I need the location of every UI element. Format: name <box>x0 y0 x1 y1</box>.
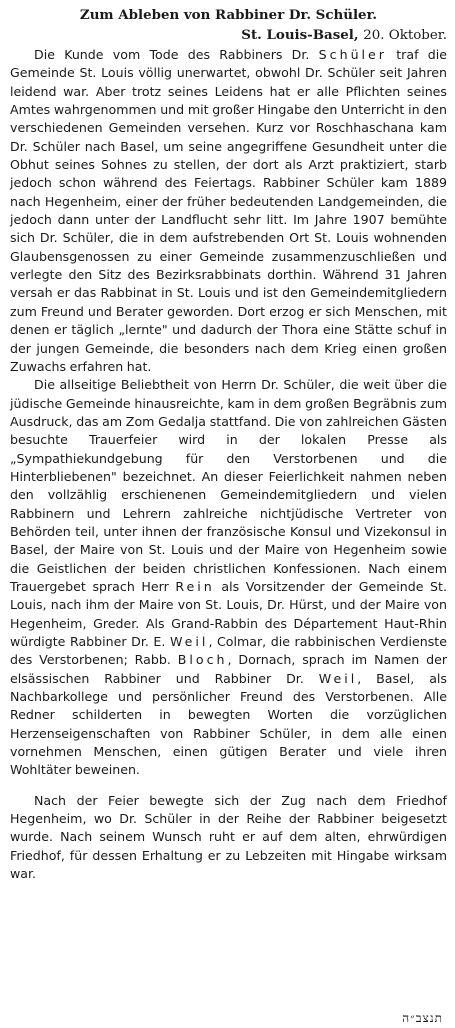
paragraph-2-text-a: Die allseitige Beliebtheit von Herrn Dr. Schüler, die weit über die jüdische Gemeinde hinausreichte, kam in dem großen Begräbnis zum Ausdruck, das am Zom Gedalja stattfand. Die von zahlreichen Gästen besuchte Trauerfeier wird in der lokalen Presse als „Sympathiekundgebung für den Verstorbenen und die Hinterbliebenen" bezeichnet. An dieser Feierlichkeit nahmen neben den vollzählig erschienenen Gemeindemitgliedern und vielen Rabbinern und Lehrern zahlreiche nichtjüdische Vertreter von Behörden teil, unter ihnen der französische Konsul und Vizekonsul in Basel, der Maire von St. Louis und der Maire von Hegenheim sowie die Geistlichen der beiden christlichen Konfessionen. Nach einem Trauergebet sprach Herr <box>10 377 447 594</box>
closing-abbreviation: תנצב״ה <box>402 1011 443 1025</box>
paragraph-3: Nach der Feier bewegte sich der Zug nach dem Friedhof Hegenheim, wo Dr. Schüler in der Reihe der Rabbiner beigesetzt wurde. Nach seinem Wunsch ruht er auf dem alten, ehrwürdigen Friedhof, für dessen Erhaltung er zu Lebzeiten mit Hingabe wirksam war. <box>10 792 447 882</box>
dateline-date: 20. Oktober. <box>363 28 447 43</box>
paragraph-2-text-i: , Basel, als Nachbarkollege und persönlicher Freund des Verstorbenen. Alle Redner schilderten in bewegten Worten die vorzüglichen Herzenseigenschaften von Rabbiner Schüler, in dem alle einen vornehmen Menschen, einen gütigen Berater und viele ihren Wohltäter beweinen. <box>10 670 447 778</box>
paragraph-2 <box>10 376 447 780</box>
paragraph-2-text-c: als Vorsitzender der Gemeinde St. Louis, nach ihm der Maire von St. Louis, Dr. Hürst, und der Maire von Hegenheim, Greder. Als Grand-Rabbin des Département Haut-Rhin würdigte Rabbiner Dr. E. <box>10 578 447 649</box>
paragraph-1 <box>10 46 447 376</box>
spaced-name-weil-basel: Weil <box>318 670 358 686</box>
article-body <box>10 46 447 883</box>
dateline-place: St. Louis-Basel, <box>241 27 359 43</box>
spaced-name-schueler: Schüler <box>318 47 387 62</box>
paragraph-1-text-a: Die Kunde vom Tode des Rabbiners Dr. <box>34 47 319 62</box>
paragraph-2-text-g: , Dornach, sprach im Namen der elsässischen Rabbiner und Rabbiner Dr. <box>10 652 448 686</box>
spaced-name-weil-colmar: Weil <box>169 634 209 649</box>
spaced-name-bloch: Bloch <box>177 652 228 668</box>
paragraph-2-text-e: , Colmar, die rabbinischen Verdienste des Verstorbenen; Rabb. <box>10 634 447 668</box>
spaced-name-rein: Rein <box>175 578 215 594</box>
dateline <box>10 26 447 45</box>
article-title: Zum Ableben von Rabbiner Dr. Schüler. <box>79 7 378 23</box>
paragraph-1-text-c: traf die Gemeinde St. Louis völlig unerwartet, obwohl Dr. Schüler seit Jahren leidend war. Aber trotz seines Leidens hat er alle Pflichten seines Amtes wahrgenommen und mit großer Hingabe den Unterricht in den verschiedenen Gemeinden versehen. Kurz vor Roschhaschana kam Dr. Schüler nach Basel, um seine angegriffene Gesundheit unter die Obhut seines Sohnes zu stellen, der dort als Arzt praktiziert, starb jedoch schon während des Feiertags. Rabbiner Schüler kam 1889 nach Hegenheim, einer der früher bedeutenden Landgemeinden, die jedoch dann unter der Landflucht sehr litt. Im Jahre 1907 bemühte sich Dr. Schüler, die in dem aufstrebenden Ort St. Louis wohnenden Glaubensgenossen zu einer Gemeinde zusammenzuschließen und verlegte den Sitz des Bezirksrabbinats dorthin. Während 31 Jahren versah er das Rabbinat in St. Louis und ist den Gemeindemitgliedern zum Freund und Berater geworden. Dort erzog er sich Menschen, mit denen er täglich „lernte" und dadurch der Thora eine Stätte schuf in der jungen Gemeinde, die besonders nach dem Krieg einen großen Zuwachs erfahren hat. <box>10 47 448 374</box>
